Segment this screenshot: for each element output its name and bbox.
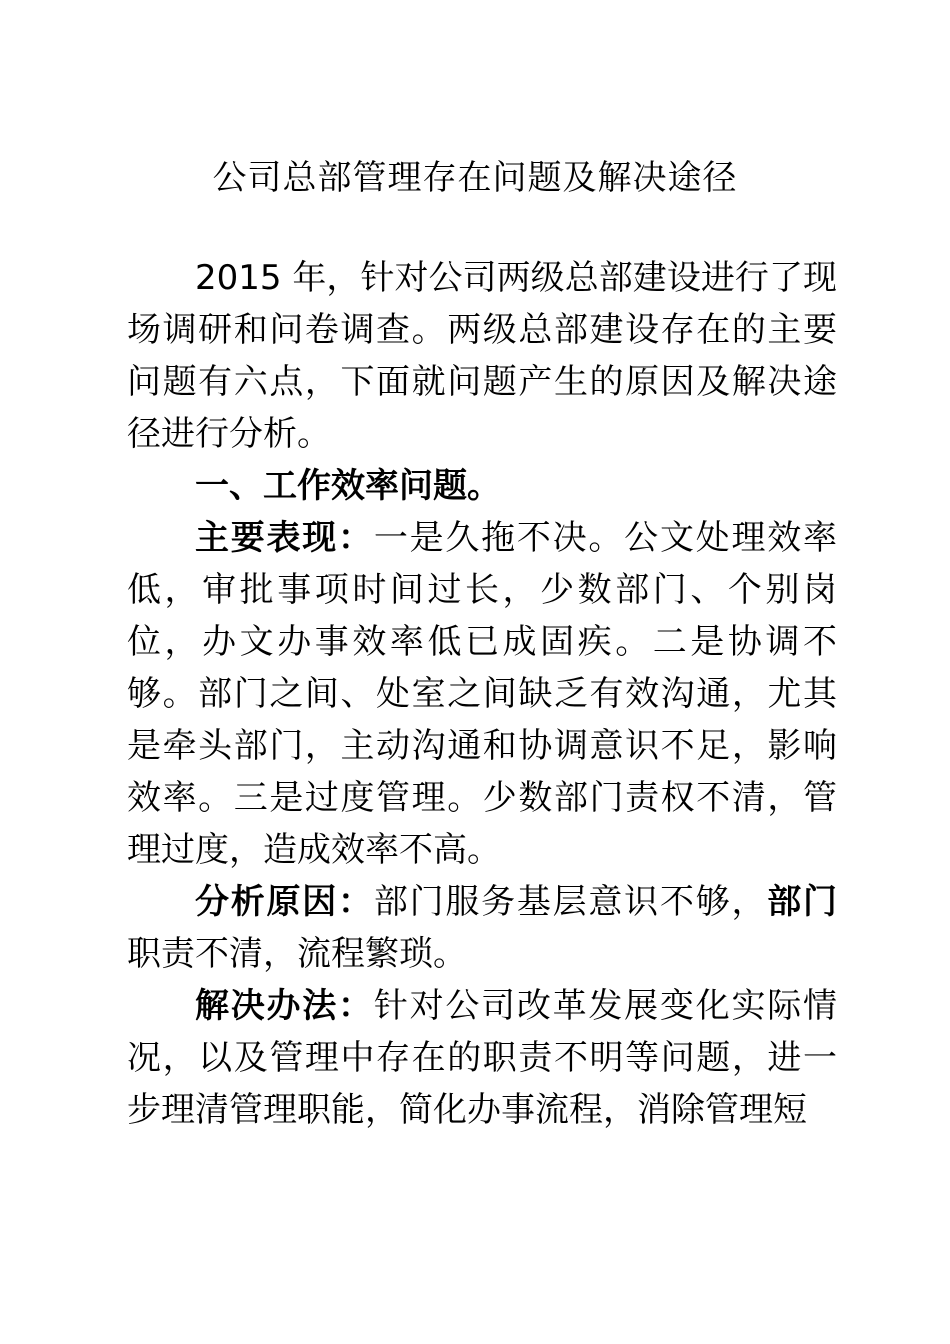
performance-text: 一是久拖不决。公文处理效率低，审批事项时间过长，少数部门、个别岗位，办文办事效率低已成固疾。二是协调不够。部门之间、处室之间缺乏有效沟通，尤其是牵头部门，主动沟通和协调意识不足，影响效率。三是过度管理。少数部门责权不清，管理过度，造成效率不高。 [127,518,838,870]
cause-text-continued: 职责不清，流程繁琐。 [127,934,467,974]
performance-paragraph [127,512,837,876]
performance-label: 主要表现： [195,518,374,558]
solution-label: 解决办法： [195,986,374,1026]
intro-paragraph: 2015 年，针对公司两级总部建设进行了现场调研和问卷调查。两级总部建设存在的主要问题有六点，下面就问题产生的原因及解决途径进行分析。 [127,258,837,454]
document-body [127,252,837,1136]
cause-text: 部门服务基层意识不够， [373,882,768,922]
solution-paragraph [127,980,837,1136]
section-heading: 一、工作效率问题。 [195,466,501,506]
document-title: 公司总部管理存在问题及解决途径 [212,158,738,198]
cause-label: 分析原因： [195,882,374,922]
solution-text: 针对公司改革发展变化实际情况，以及管理中存在的职责不明等问题，进一步理清管理职能，简化办事流程，消除管理短 [127,986,838,1130]
cause-paragraph [127,876,837,980]
cause-bold-text: 部门 [767,882,838,922]
